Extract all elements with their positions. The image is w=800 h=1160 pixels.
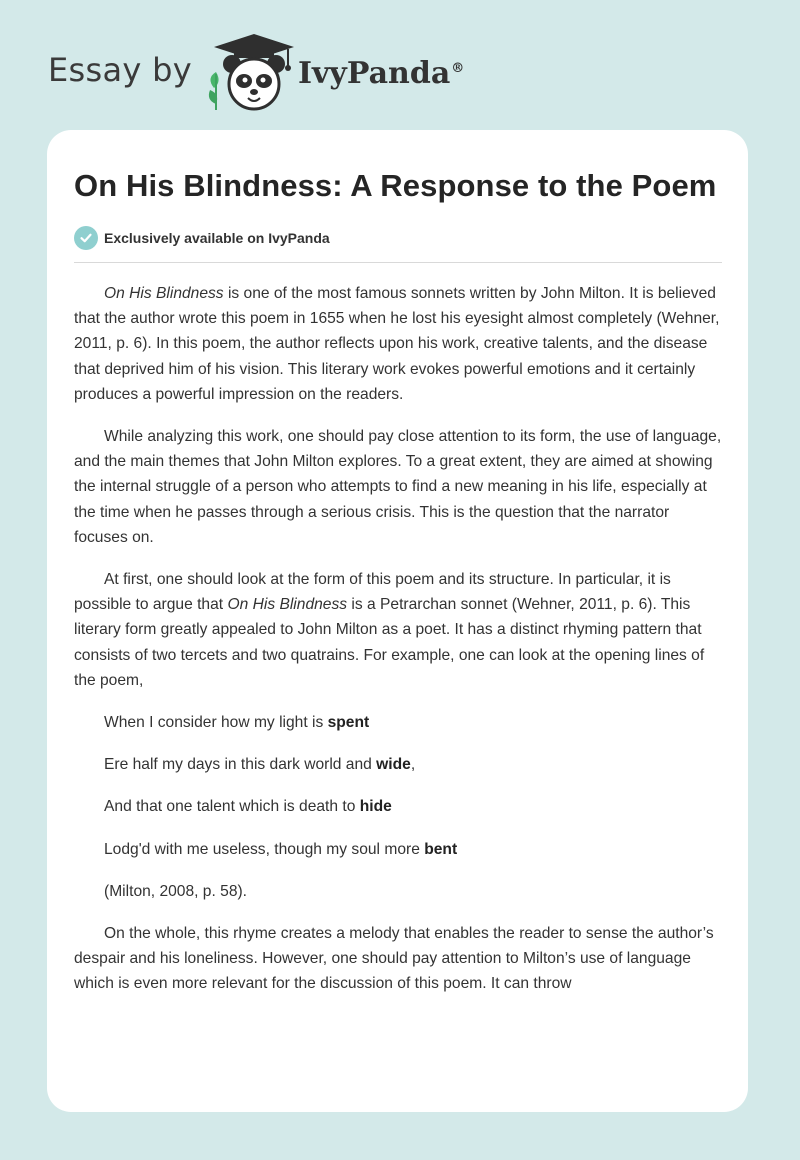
poem-title-ref: On His Blindness: [227, 596, 348, 614]
verse-citation: (Milton, 2008, p. 58).: [104, 882, 248, 900]
rhyme-word: bent: [424, 840, 458, 858]
exclusive-label: Exclusively available on IvyPanda: [104, 230, 330, 246]
rhyme-word: hide: [359, 798, 392, 816]
essay-card: [47, 130, 748, 1112]
verse-line: Lodg'd with me useless, though my soul more bent: [104, 840, 458, 858]
panda-logo-icon[interactable]: [204, 30, 304, 114]
verse-line: Ere half my days in this dark world and wide,: [104, 756, 416, 774]
poem-title-ref: On His Blindness: [104, 285, 224, 302]
paragraph-3: At first, one should look at the form of this poem and its structure. In particular, it is possible to argue that On His Blindness is a Petrarchan sonnet (Wehner, 2011, p. 6). This literary form greatly appealed to John Milton as a poet. It has a distinct rhyming pattern that consists of two tercets and two quatrains. For example, one can look at the opening lines of the poem,: [74, 571, 705, 689]
verse-line: When I consider how my light is spent: [104, 714, 370, 732]
essay-title: On His Blindness: A Response to the Poem: [74, 168, 717, 203]
check-circle-icon: [74, 226, 98, 250]
paragraph-2: While analyzing this work, one should pay close attention to its form, the use of language, and the main themes that John Milton explores. To a great extent, they are aimed at showing the internal struggle of a person who attempts to find a new meaning in his life, especially at the time when he passes through a serious crisis. This is the question that the narrator focuses on.: [74, 428, 722, 546]
rhyme-word: spent: [327, 714, 370, 732]
registered-mark: ®: [451, 60, 465, 76]
brand-prefix: Essay by: [48, 51, 192, 89]
rhyme-word: wide: [376, 756, 411, 774]
site-header: [48, 30, 464, 114]
verse-line: And that one talent which is death to hide: [104, 798, 392, 816]
exclusive-notice: [74, 226, 722, 263]
paragraph-4: On the whole, this rhyme creates a melody that enables the reader to sense the author’s despair and his loneliness. However, one should pay attention to Milton’s use of language which is even more relevant for the discussion of this poem. It can throw: [74, 925, 714, 993]
brand-name[interactable]: IvyPanda®: [297, 55, 465, 91]
paragraph-1: On His Blindness is one of the most famous sonnets written by John Milton. It is believed that the author wrote this poem in 1655 when he lost his eyesight almost completely (Wehner, 2011, p. 6). In this poem, the author reflects upon his work, creative talents, and the disease that deprived him of his vision. This literary work evokes powerful emotions and it certainly produces a powerful impression on the readers.: [74, 285, 720, 403]
essay-body: [74, 281, 722, 997]
